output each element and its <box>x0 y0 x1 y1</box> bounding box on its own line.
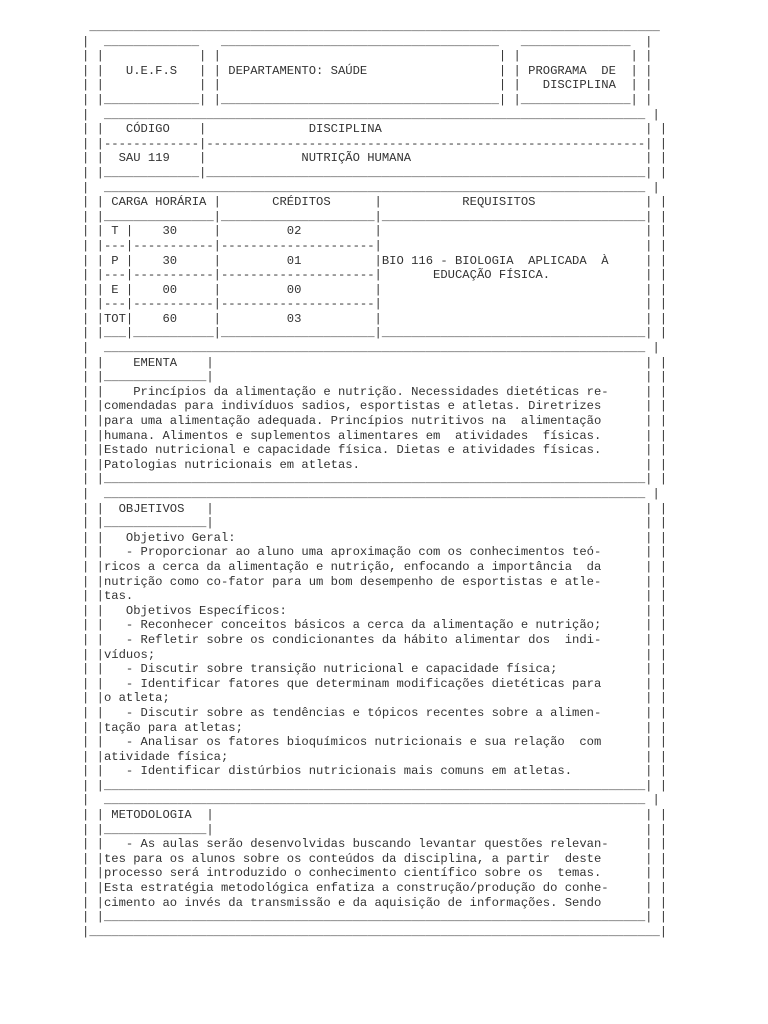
document-line: | | Objetivos Específicos: | | <box>82 603 668 618</box>
document-body <box>82 20 667 939</box>
document-line: | | | | | | DISCIPLINA | | <box>82 78 653 93</box>
document-line: | |para uma alimentação adequada. Princípios nutritivos na alimentação | | <box>82 414 668 429</box>
document-line: | |humana. Alimentos e suplementos alimentares em atividades físicas. | | <box>82 428 668 443</box>
document-line: | _____________ ______________________________________ _______________ | <box>82 34 653 49</box>
document-line: | | METODOLOGIA | | | <box>82 808 668 823</box>
document-line: | __________________________________________________________________________ | <box>82 793 660 808</box>
document-line: | |___|___________|_____________________|____________________________________| | <box>82 326 668 341</box>
document-line: | |---|-----------|---------------------| EDUCAÇÃO FÍSICA. | | <box>82 268 668 283</box>
document-line: | | - Identificar distúrbios nutricionais mais comuns em atletas. | | <box>82 764 668 779</box>
document-line: | | EMENTA | | | <box>82 355 668 370</box>
document-line: ______________________________________________________________________________ <box>82 20 660 34</box>
document-line: | | Princípios da alimentação e nutrição. Necessidades dietéticas re- | | <box>82 384 668 399</box>
document-line: | | CÓDIGO | DISCIPLINA | | <box>82 122 668 137</box>
document-line: | __________________________________________________________________________ | <box>82 180 660 195</box>
document-line: | |o atleta; | | <box>82 691 668 706</box>
document-line: | |__________________________________________________________________________| | <box>82 472 668 487</box>
document-line: | |Esta estratégia metodológica enfatiza a construção/produção do conhe- | | <box>82 881 668 896</box>
document-line: | |Estado nutricional e capacidade física. Dietas e atividades físicas. | | <box>82 443 668 458</box>
document-line: | | T | 30 | 02 | | | <box>82 224 668 239</box>
document-line: | | E | 00 | 00 | | | <box>82 282 668 297</box>
document-line: | | - Refletir sobre os condicionantes da hábito alimentar dos indi- | | <box>82 632 668 647</box>
document-line: | | - Proporcionar ao aluno uma aproximação com os conhecimentos teó- | | <box>82 545 668 560</box>
document-line: | |__________________________________________________________________________| | <box>82 778 668 793</box>
document-line: | |atividade física; | | <box>82 749 668 764</box>
document-line: | |tes para os alunos sobre os conteúdos da disciplina, a partir deste | | <box>82 851 668 866</box>
document-line: | |______________| | | <box>82 370 668 385</box>
document-line: | |tas. | | <box>82 589 668 604</box>
document-line: | |comendadas para indivíduos sadios, esportistas e atletas. Diretrizes | | <box>82 399 668 414</box>
document-line: | |víduos; | | <box>82 647 668 662</box>
document-line: | __________________________________________________________________________ | <box>82 487 660 501</box>
document-line: | | - Discutir sobre as tendências e tópicos recentes sobre a alimen- | | <box>82 705 668 720</box>
document-line: | |ricos a cerca da alimentação e nutrição, enfocando a importância da | | <box>82 559 668 574</box>
document-line: | | SAU 119 | NUTRIÇÃO HUMANA | | <box>82 151 668 166</box>
document-line: | __________________________________________________________________________ | <box>82 341 660 356</box>
document-line: | |_____________|____________________________________________________________| | <box>82 165 668 180</box>
document-line: | | Objetivo Geral: | | <box>82 530 668 545</box>
document-line: | | U.E.F.S | | DEPARTAMENTO: SAÚDE | | PROGRAMA DE | | <box>82 63 653 78</box>
document-line: | |_______________|_____________________|____________________________________| | <box>82 209 668 224</box>
document-line: | |-------------|------------------------------------------------------------| | <box>82 136 668 151</box>
document-line: | |cimento ao invés da transmissão e da aquisição de informações. Sendo | | <box>82 895 668 910</box>
document-line: | | CARGA HORÁRIA | CRÉDITOS | REQUISITOS | | <box>82 195 668 210</box>
document-line: | | OBJETIVOS | | | <box>82 501 668 516</box>
document-line: | | - Identificar fatores que determinam modificações dietéticas para | | <box>82 676 668 691</box>
document-line: | |______________| | | <box>82 822 668 837</box>
document-line: | | P | 30 | 01 |BIO 116 - BIOLOGIA APLICADA À | | <box>82 253 668 268</box>
document-line: | |processo será introduzido o conhecimento científico sobre os temas. | | <box>82 866 668 881</box>
document-line: | |TOT| 60 | 03 | | | <box>82 311 668 326</box>
document-line: |______________________________________________________________________________| <box>82 924 668 939</box>
document-line: | | - As aulas serão desenvolvidas buscando levantar questões relevan- | | <box>82 837 668 852</box>
document-line: | |______________| | | <box>82 516 668 531</box>
document-line: | |---|-----------|---------------------| | | <box>82 238 668 253</box>
document-line: | |__________________________________________________________________________| | <box>82 910 668 925</box>
document-line: | |nutrição como co-fator para um bom desempenho de esportistas e atle- | | <box>82 574 668 589</box>
document-line: | |tação para atletas; | | <box>82 720 668 735</box>
document-line: | |_____________| |______________________________________| |_______________| | <box>82 92 653 107</box>
document-line: | |Patologias nutricionais em atletas. | | <box>82 457 668 472</box>
document-line: | | | | | | | | <box>82 49 653 64</box>
document-line: | | - Discutir sobre transição nutricional e capacidade física; | | <box>82 662 668 677</box>
document-line: | | - Reconhecer conceitos básicos a cerca da alimentação e nutrição; | | <box>82 618 668 633</box>
document-line: | |---|-----------|---------------------| | | <box>82 297 668 312</box>
document-line: | __________________________________________________________________________ | <box>82 107 660 122</box>
document-line: | | - Analisar os fatores bioquímicos nutricionais e sua relação com | | <box>82 735 668 750</box>
